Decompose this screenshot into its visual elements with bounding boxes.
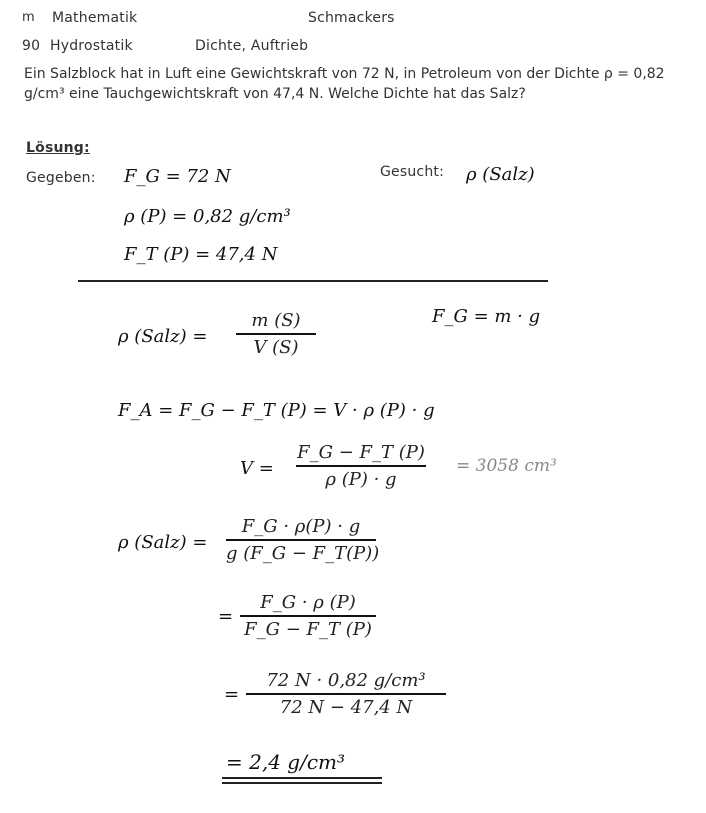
buoyancy-equation: F_A = F_G − F_T (P) = V · ρ (P) · g — [118, 400, 435, 421]
result-underline-2 — [222, 782, 382, 784]
header-subtopic: Dichte, Auftrieb — [195, 38, 309, 54]
problem-text: Ein Salzblock hat in Luft eine Gewichtskraft von 72 N, in Petroleum von der Dichte ρ = 0,82 g/cm³ eine Tauchgewichtskraft von 47,4 N. Welche Dichte hat das Salz? — [24, 66, 665, 102]
side-formula: F_G = m · g — [432, 306, 541, 327]
simplified-fraction — [240, 592, 376, 640]
density-definition-fraction — [236, 310, 316, 358]
volume-fraction — [296, 442, 426, 490]
given-weight: F_G = 72 N — [124, 166, 231, 187]
simplified-numerator: F_G · ρ (P) — [260, 592, 356, 613]
given-label: Gegeben: — [26, 170, 96, 186]
density-definition-numerator: m (S) — [251, 310, 301, 331]
final-result: = 2,4 g/cm³ — [226, 750, 346, 774]
result-underline-1 — [222, 777, 382, 779]
given-density-petroleum: ρ (P) = 0,82 g/cm³ — [124, 206, 291, 227]
numeric-eq: = — [224, 684, 240, 705]
volume-numerator: F_G − F_T (P) — [297, 442, 425, 463]
density-definition-lhs: ρ (Salz) = — [118, 326, 208, 347]
substitution-numerator: F_G · ρ(P) · g — [241, 516, 361, 537]
header-number: 90 — [22, 38, 41, 54]
solution-heading: Lösung: — [26, 140, 90, 156]
header-subject: Mathematik — [52, 10, 138, 26]
simplified-denominator: F_G − F_T (P) — [244, 618, 372, 640]
header-topic: Hydrostatik — [50, 38, 133, 54]
volume-lhs: V = — [240, 458, 274, 479]
header-author: Schmackers — [308, 10, 395, 26]
volume-result: = 3058 cm³ — [456, 456, 557, 476]
substitution-fraction — [226, 516, 380, 564]
fraction-bar — [236, 333, 316, 335]
fraction-bar — [240, 615, 376, 617]
separator-line — [78, 280, 548, 282]
numeric-fraction — [246, 670, 446, 718]
sought-value: ρ (Salz) — [466, 164, 535, 185]
numeric-denominator: 72 N − 47,4 N — [279, 696, 413, 718]
fraction-bar — [226, 539, 376, 541]
substitution-denominator: g (F_G − F_T(P)) — [226, 542, 380, 564]
header-mark: m — [22, 10, 35, 25]
volume-denominator: ρ (P) · g — [325, 468, 397, 490]
simplified-eq: = — [218, 606, 234, 627]
density-definition-denominator: V (S) — [253, 336, 299, 358]
substitution-lhs: ρ (Salz) = — [118, 532, 208, 553]
fraction-bar — [246, 693, 446, 695]
fraction-bar — [296, 465, 426, 467]
given-immersed-weight: F_T (P) = 47,4 N — [124, 244, 278, 265]
sought-label: Gesucht: — [380, 164, 445, 180]
numeric-numerator: 72 N · 0,82 g/cm³ — [266, 670, 426, 691]
